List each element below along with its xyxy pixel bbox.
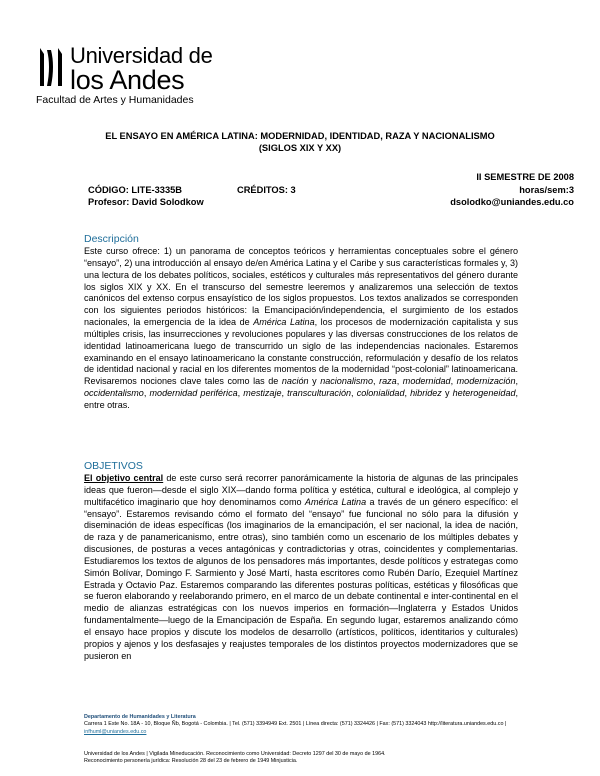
objectives-text: El objetivo central de este curso será recorrer panorámicamente la historia de algunas de las principales ideas que fueron—desde el siglo XIX—dando forma política y estética, cultural e ideológica, al complejo y multifacético imaginario que hoy denominamos como América Latina a través de un género específico: el “ensayo”. Estaremos revisando cómo el formato del “ensayo” fue funcional no sólo para la difusión y diseminación de ideas específicas (los imaginarios de la emancipación, el ser nacional, la idea de nación, de raza y de panamericanismo, entre otras), sino también como un escenario de los múltiples debates y discusiones, de posturas a veces antagónicas y contradictorias y otras, coincidentes y complementarias. Estudiaremos los textos de algunos de los pensadores más importantes, desde políticos y estrategas como Simón Bolívar, Domingo F. Sarmiento y José Martí, hasta escritores como Rubén Darío, Ezequiel Martínez Estrada y Octavio Paz. Estaremos comparando las diferentes posturas políticas, estéticas y filosóficas que se fueron elaborando y reelaborando primero, en el marco de un debate continental e inter-continental en el medio de alianzas estratégicas con los nuevos imperios en formación—Inglaterra y Estados Unidos fundamentalmente—luego de la Emancipación de España. En segundo lugar, estaremos analizando cómo el ensayo hace propios y discute los modelos de desarrollo (artísticos, políticos, identitarios y culturales) propios y ajenos y los desfasajes y reajustes temporales de los distintos proyectos modernizadores que se pusieron en	[84, 473, 519, 661]
objectives-heading: OBJETIVOS	[84, 460, 143, 472]
course-title: EL ENSAYO EN AMÉRICA LATINA: MODERNIDAD, IDENTIDAD, RAZA Y NACIONALISMO	[105, 131, 495, 141]
course-credits: CRÉDITOS: 3	[237, 185, 296, 195]
footer-legal-line1: Universidad de los Andes | Vigilada Mineducación. Reconocimiento como Universidad: Decreto 1297 del 30 de mayo de 1964.	[84, 751, 386, 757]
hours-per-week: horas/sem:3	[519, 185, 574, 195]
university-logo	[36, 44, 226, 110]
professor-email: dsolodko@uniandes.edu.co	[450, 197, 574, 207]
logo-university-line: Universidad de	[70, 43, 213, 68]
footer-department: Departamento de Humanidades y Literatura	[84, 714, 196, 720]
description-text: Este curso ofrece: 1) un panorama de conceptos teóricos y herramientas conceptuales sobre el género “ensayo”, 2) una introducción al ensayo de/en América Latina y el Caribe y sus características formales y, 3) una lectura de los debates políticos, sociales, estéticos y culturales más representativos del género durante los siglos XIX y XX. En el transcurso del semestre leeremos y analizaremos una selección de textos canónicos del extenso corpus ensayístico de los siglos propuestos. Los textos analizados se corresponden con los siguientes periodos históricos: la Emancipación/independencia, el surgimiento de los estados nacionales, la emergencia de la idea de América Latina, los procesos de modernización capitalista y sus múltiples crisis, las insurrecciones y revoluciones populares y las diversas construcciones de los relatos de identidad latinoamericana luego de transcurrido un siglo de las independencias nacionales. Estaremos examinando en el ensayo latinoamericano la constante construcción, reformulación y desafío de los relatos de identidad nacional y racial en los diferentes momentos de la modernidad “post-colonial” latinoamericana. Revisaremos nociones clave tales como las de nación y nacionalismo, raza, modernidad, modernización, occidentalismo, modernidad periférica, mestizaje, transculturación, colonialidad, hibridez y heterogeneidad, entre otras.	[84, 246, 519, 410]
course-title-centuries: (SIGLOS XIX Y XX)	[258, 143, 342, 153]
faculty-name: Facultad de Artes y Humanidades	[36, 94, 194, 106]
footer-legal	[84, 751, 524, 766]
andes-logo-icon	[36, 46, 66, 90]
description-heading: Descripción	[84, 233, 139, 245]
footer-contact	[84, 714, 524, 736]
footer-legal-line2: Reconocimiento personería jurídica: Resolución 28 del 23 de febrero de 1949 Minjusticia.	[84, 758, 298, 765]
semester: II SEMESTRE DE 2008	[476, 172, 574, 182]
footer-address: Carrera 1 Este No. 18A - 10, Bloque Ñb, Bogotá - Colombia. | Tel. (571) 3394949 Ext. 2501 | Línea directa: (571) 3324426 | Fax: (571) 3324043 http://literatura.uniandes.edu.co | infhuml@uniandes.edu.co	[84, 721, 507, 735]
professor-name: Profesor: David Solodkow	[88, 197, 204, 207]
course-code: CÓDIGO: LITE-3335B	[88, 185, 183, 195]
footer-email-link[interactable]: infhuml@uniandes.edu.co	[84, 728, 147, 735]
logo-andes-line: los Andes	[70, 65, 185, 95]
